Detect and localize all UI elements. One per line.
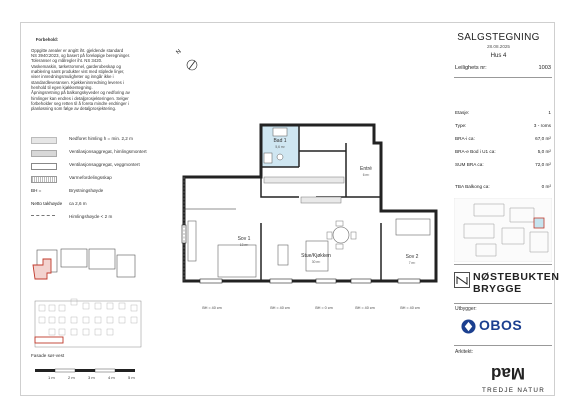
room-label-bath: Bad 1 bbox=[273, 138, 287, 144]
floor-plan bbox=[176, 113, 441, 318]
architect-name: TREDJE NATUR bbox=[482, 387, 546, 394]
heat-cabinet-swatch bbox=[31, 176, 57, 183]
legend-item: Ventilasjonsaggregat, himlingsmontert bbox=[29, 149, 199, 159]
room-area-entre: 6 m² bbox=[362, 173, 370, 177]
brand-line-2: BRYGGE bbox=[473, 283, 522, 295]
developer-label: Utbygger: bbox=[455, 306, 477, 312]
bh-label: BH = 0 cm bbox=[315, 306, 333, 310]
drawing-date: 28.08.2025 bbox=[487, 44, 510, 49]
obos-logo-icon bbox=[461, 319, 476, 334]
room-area-bath: 5,6 m² bbox=[275, 145, 285, 149]
obos-logo-text: OBOS bbox=[479, 317, 523, 333]
scale-label: 4 m bbox=[108, 375, 115, 380]
divider bbox=[454, 345, 552, 346]
drawing-title: SALGSTEGNING bbox=[457, 32, 540, 43]
room-area-sov1: 13 m² bbox=[239, 243, 249, 247]
room-label-sov1: Sov 1 bbox=[237, 236, 251, 242]
divider bbox=[454, 264, 552, 265]
scale-label: 5 m bbox=[128, 375, 135, 380]
building-label: Hus 4 bbox=[490, 53, 507, 59]
divider bbox=[454, 303, 552, 304]
scale-label: 1 m bbox=[48, 375, 55, 380]
brand-line-1: NØSTEBUKTEN bbox=[473, 271, 560, 283]
brand-logo-icon bbox=[454, 272, 470, 288]
bh-label: BH = 40 cm bbox=[270, 306, 290, 310]
facade-drawing bbox=[31, 293, 146, 351]
sales-drawing-sheet: Forbehold: Oppgitte arealer er angitt iht. gjeldende standard NS 3940:2023, og basert på foreløpige beregninger. Toleranser og målregler iht. NS 3420. Vaskemaskin, tørketrommel, garderobeskap og møblering samt produkter vist med stiplede linjer, viser innredningsmuligheter og inngår ikke i standardleveransen. Kjøkkeninnredning leveres i henhold til egen kjøkkentegning. Åpningsretning på balkongskyveder og nedforing av himlinger kan endres i detaljprosjekteringen. Selger forbeholder seg retten til å foreta mindre endringer i planløsning som følge av detaljprosjektering. N Nedforet himling h = min. 2,2 m Ventilasjonsaggregat, himlingsmontert Ventilasjonsaggregat, veggmontert Varmefordelingsskap BH = Brystningshøyde Netto takhøyde ca 2,6 m Himlingshøyde < 2 m Fasade sør-vest 1 m 2 m 3 m 4 m 5 m Bad 1 5,6 m² Entré 6 m² Sov 1 13 m² Stue/Kjøkken 30 m² Sov 2 7 m² BH = 40 cm BH = 40 cm BH = 0 cm BH = 40 cm BH = 40 cm SALGSTEGNING 28.08.2025 Hus 4 Leilighets nr: 1003 Etasje: 1 Type: 3 - roms BRA-i ca: 67,0 m² BRA-e Bod i U1 ca: 5,0 m² SUM BRA ca: 72,0 m² TBA Balkong ca: 0 m² NØSTEBUKTEN BRYGGE Utbygger: OBOS Arkitekt: Mad TREDJE NATUR bbox=[20, 22, 555, 396]
room-label-sov2: Sov 2 bbox=[405, 254, 419, 260]
room-label-stue: Stue/Kjøkken bbox=[301, 253, 331, 259]
room-label-entre: Entré bbox=[360, 166, 372, 172]
legend-item: Himlingshøyde < 2 m bbox=[29, 214, 199, 224]
divider bbox=[454, 77, 552, 78]
bh-label: BH = 40 cm bbox=[202, 306, 222, 310]
scale-bar bbox=[35, 367, 145, 375]
bh-label: BH = 40 cm bbox=[355, 306, 375, 310]
facade-label: Fasade sør-vest bbox=[31, 353, 65, 358]
architect-logo: Mad bbox=[491, 364, 525, 383]
north-arrow-icon bbox=[173, 43, 203, 75]
spec-row: Etasje: 1 bbox=[455, 110, 551, 115]
scale-label: 2 m bbox=[68, 375, 75, 380]
notes-heading: Forbehold: bbox=[35, 37, 59, 43]
spec-row: Type: 3 - roms bbox=[455, 123, 551, 128]
room-area-sov2: 7 m² bbox=[408, 261, 416, 265]
legend-item: Ventilasjonsaggregat, veggmontert bbox=[29, 162, 199, 172]
spec-row: TBA Balkong ca: 0 m² bbox=[455, 184, 551, 189]
bh-label: BH = 40 cm bbox=[400, 306, 420, 310]
ceiling-swatch bbox=[31, 137, 57, 144]
spec-row: BRA-i ca: 67,0 m² bbox=[455, 136, 551, 141]
site-plan bbox=[454, 198, 552, 262]
legend-item: BH = Brystningshøyde bbox=[31, 188, 104, 193]
notes-body: Oppgitte arealer er angitt iht. gjeldende standard NS 3940:2023, og basert på foreløpige beregninger. Toleranser og målregler iht. NS 3420. Vaskemaskin, tørketrommel, garderobeskap og møblering samt produkter vist med stiplede linjer, viser innredningsmuligheter og inngår ikke i standardleveransen. Kjøkkeninnredning leveres i henhold til egen kjøkkentegning. Åpningsretning på balkongskyveder og nedforing av himlinger kan endres i detaljprosjekteringen. Selger forbeholder seg retten til å foreta mindre endringer i planløsning som følge av detaljprosjektering. bbox=[31, 47, 131, 112]
key-plan bbox=[29, 245, 144, 287]
disclaimer-notes bbox=[31, 32, 191, 122]
legend-item: Nedforet himling h = min. 2,2 m bbox=[29, 136, 199, 146]
spec-row: SUM BRA ca: 72,0 m² bbox=[455, 162, 551, 167]
architect-label: Arkitekt: bbox=[455, 349, 474, 355]
spec-row: BRA-e Bod i U1 ca: 5,0 m² bbox=[455, 149, 551, 154]
scale-label: 3 m bbox=[88, 375, 95, 380]
svg-text:N: N bbox=[175, 48, 183, 56]
room-area-stue: 30 m² bbox=[311, 260, 321, 264]
ventilation-wall-swatch bbox=[31, 163, 57, 170]
legend-item: Netto takhøyde ca 2,6 m bbox=[31, 201, 87, 206]
low-ceiling-swatch bbox=[31, 215, 55, 221]
legend-item: Varmefordelingsskap bbox=[29, 175, 199, 185]
ventilation-ceiling-swatch bbox=[31, 150, 57, 157]
